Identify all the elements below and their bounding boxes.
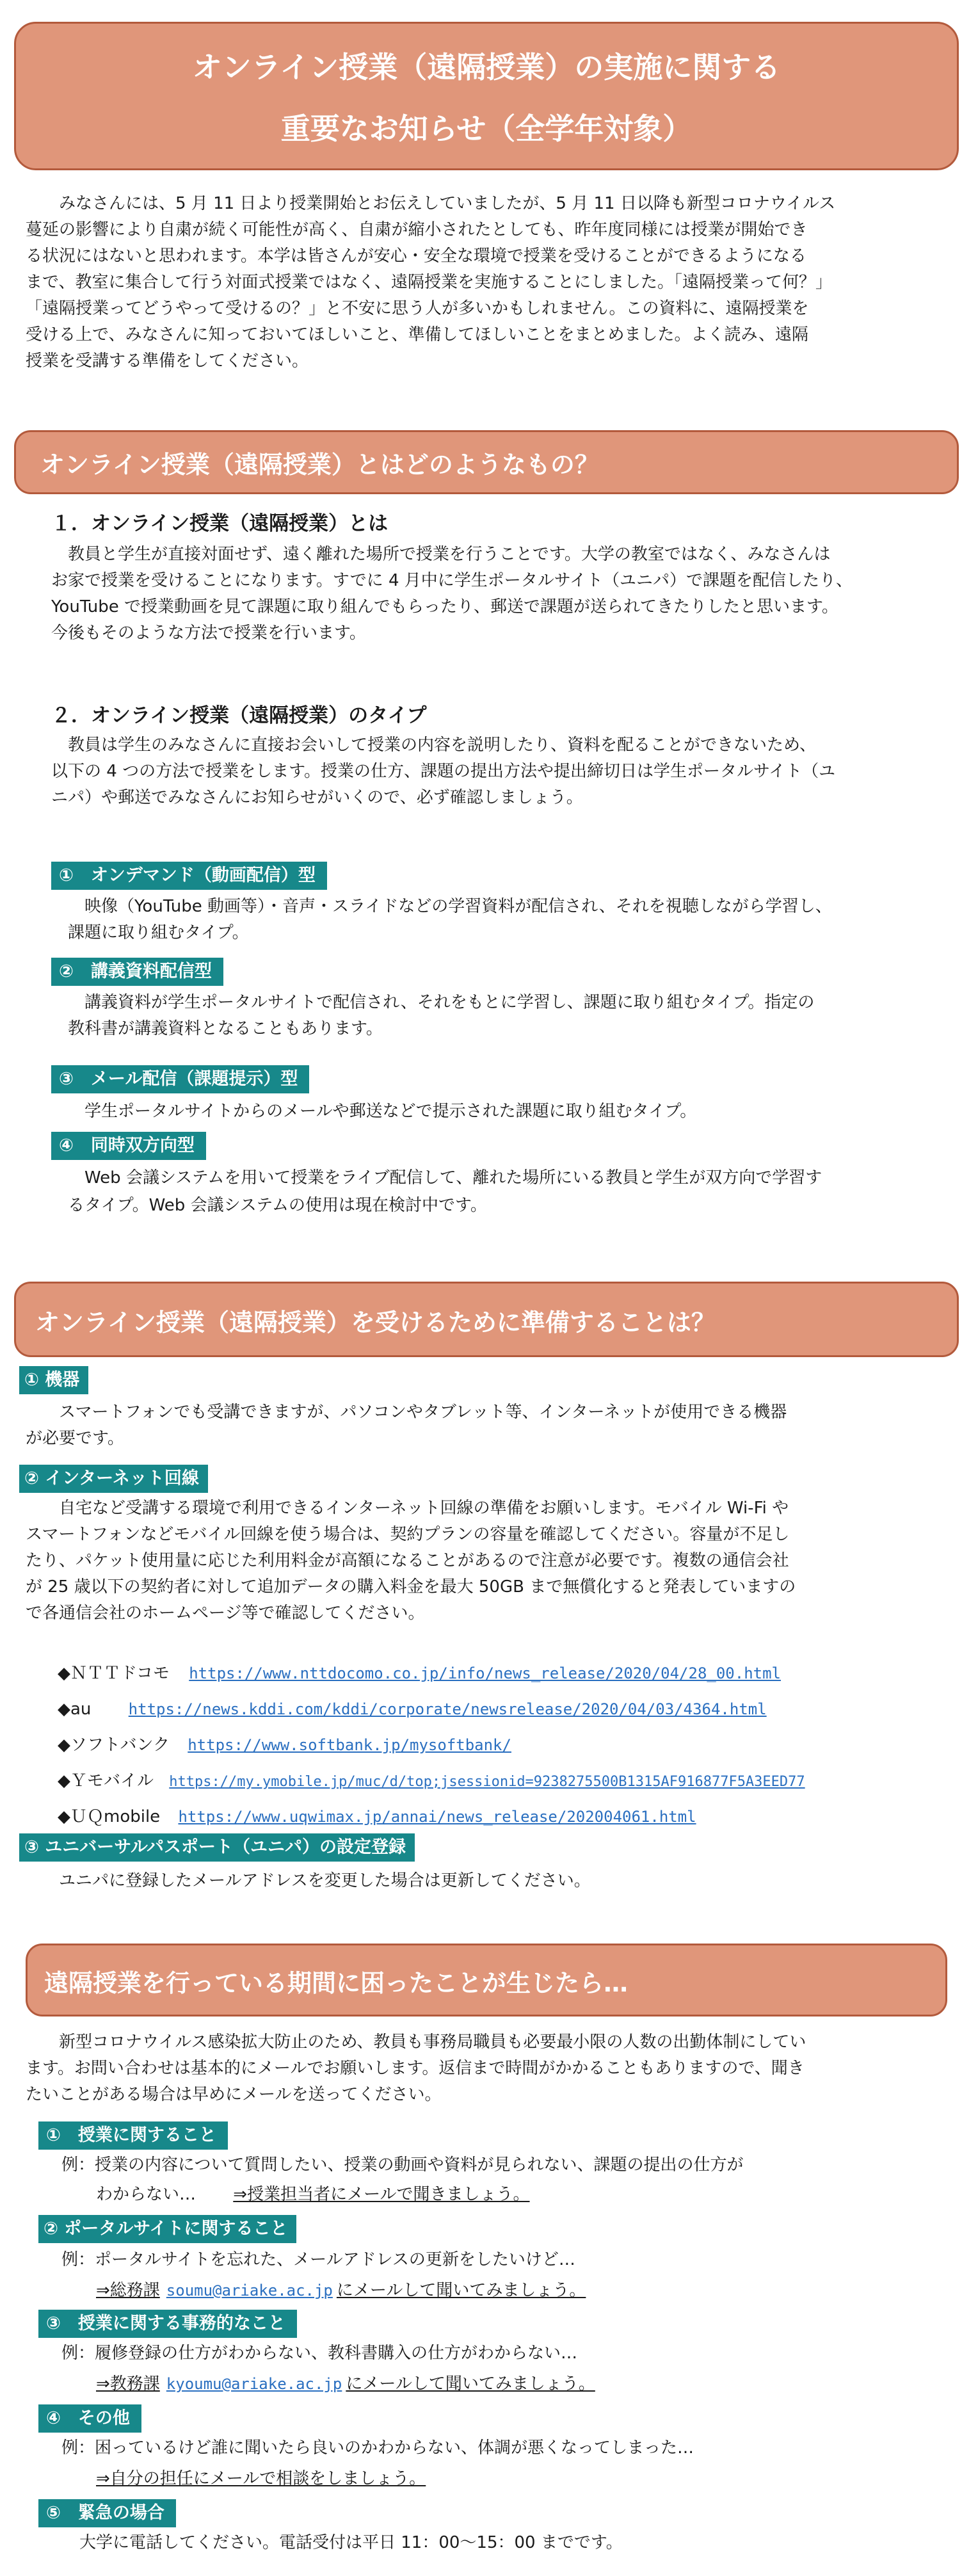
carrier-link-softbank[interactable]: https://www.softbank.jp/mysoftbank/	[188, 1736, 511, 1754]
type-label-live-interactive: ④ 同時双方向型	[51, 1132, 206, 1160]
carrier-name: ◆ＮＴＴドコモ	[58, 1664, 170, 1683]
trouble-intro	[26, 2029, 954, 2108]
contact-portal-example: 例：ポータルサイトを忘れた、メールアドレスの更新をしたいけど…	[61, 2250, 575, 2269]
intro-line: 授業を受講する準備をしてください。	[26, 351, 309, 371]
paragraph-line: 以下の 4 つの方法で授業をします。授業の仕方、課題の提出方法や提出締切日は学生ポータルサイト（ユ	[51, 762, 836, 781]
trouble-intro-line: 新型コロナウイルス感染拡大防止のため、教員も事務局職員も必要最小限の人数の出勤体制にしてい	[59, 2033, 806, 2052]
intro-line: 受ける上で、みなさんに知っておいてほしいこと、準備してほしいことをまとめました。よく読み、遠隔	[26, 325, 809, 344]
prep-unipa-text: ユニパに登録したメールアドレスを変更した場合は更新してください。	[59, 1871, 591, 1890]
contact-class-action: ⇒授業担当者にメールで聞きましょう。	[233, 2185, 530, 2204]
type-description	[68, 894, 958, 946]
carrier-row-ymobile	[58, 1768, 805, 1795]
prep-line: スマートフォンでも受講できますが、パソコンやタブレット等、インターネットが使用できる機器	[59, 1403, 787, 1422]
carrier-name: ◆Ｙモバイル	[58, 1771, 154, 1791]
prep-label-device: ① 機器	[19, 1366, 88, 1394]
carrier-row-docomo	[58, 1661, 781, 1687]
contact-admin-example: 例：履修登録の仕方がわからない、教科書購入の仕方がわからない…	[61, 2344, 578, 2363]
carrier-name: ◆ＵＱmobile	[58, 1807, 161, 1826]
contact-label-portal: ② ポータルサイトに関すること	[38, 2215, 296, 2243]
section-header-text: オンライン授業（遠隔授業）を受けるために準備することは？	[35, 1308, 716, 1337]
intro-line: る状況にはないと思われます。本学は皆さんが安心・安全な環境で授業を受けることができるようになる	[26, 246, 806, 266]
prep-line: 自宅など受講する環境で利用できるインターネット回線の準備をお願いします。モバイル Wi-Fi や	[59, 1499, 789, 1518]
contact-label-emergency: ⑤ 緊急の場合	[38, 2499, 176, 2527]
type-label-mail-delivery: ③ メール配信（課題提示）型	[51, 1065, 309, 1093]
section-header-preparation	[14, 1282, 959, 1357]
contact-admin-dept: ⇒教務課	[96, 2374, 160, 2394]
type-line: Web 会議システムを用いて授業をライブ配信して、離れた場所にいる教員と学生が双方向で学習す	[84, 1168, 822, 1187]
intro-line: みなさんには、5 月 11 日より授業開始とお伝えしていましたが、5 月 11 日以降も新型コロナウイルス	[59, 194, 836, 213]
prep-line: が 25 歳以下の契約者に対して追加データの購入料金を最大 50GB まで無償化すると発表していますの	[26, 1577, 796, 1597]
prep-line: で各通信会社のホームページ等で確認してください。	[26, 1604, 425, 1623]
type-line: 講義資料が学生ポータルサイトで配信され、それをもとに学習し、課題に取り組むタイプ。指定の	[84, 993, 815, 1012]
subheading-online-types: ２．オンライン授業（遠隔授業）のタイプ	[51, 704, 427, 727]
carrier-name: ◆ソフトバンク	[58, 1735, 170, 1755]
contact-emergency-text: 大学に電話してください。電話受付は平日 11：00〜15：00 までです。	[79, 2533, 623, 2552]
intro-paragraph	[26, 191, 954, 374]
carrier-row-softbank	[58, 1732, 511, 1759]
contact-label-admin: ③ 授業に関する事務的なこと	[38, 2310, 297, 2338]
contact-other-action: ⇒自分の担任にメールで相談をしましょう。	[96, 2469, 426, 2488]
type-description	[68, 990, 958, 1042]
contact-portal-action-row	[96, 2278, 586, 2304]
intro-line: 「遠隔授業ってどうやって受けるの？」と不安に思う人が多いかもしれません。この資料に、遠隔授業を	[26, 299, 809, 318]
prep-line: が必要です。	[26, 1429, 124, 1448]
definition-paragraph	[51, 542, 954, 647]
trouble-intro-line: ます。お問い合わせは基本的にメールでお願いします。返信まで時間がかかることもありますので、聞き	[26, 2059, 805, 2078]
prep-device-text	[26, 1399, 954, 1452]
contact-class-action-row	[96, 2182, 530, 2208]
intro-line: まで、教室に集合して行う対面式授業ではなく、遠隔授業を実施することにしました。「遠隔授業って何？」	[26, 273, 832, 292]
carrier-link-docomo[interactable]: https://www.nttdocomo.co.jp/info/news_release/2020/04/28_00.html	[189, 1664, 781, 1682]
title-line-1: オンライン授業（遠隔授業）の実施に関する	[192, 50, 781, 85]
section-header-text: オンライン授業（遠隔授業）とはどのようなもの？	[40, 451, 599, 479]
type-description	[68, 1099, 958, 1125]
section-header-text: 遠隔授業を行っている期間に困ったことが生じたら…	[44, 1969, 629, 1997]
contact-label-class: ① 授業に関すること	[38, 2121, 228, 2150]
type-line: るタイプ。Web 会議システムの使用は現在検討中です。	[68, 1196, 487, 1215]
carrier-link-au[interactable]: https://news.kddi.com/kddi/corporate/newsrelease/2020/04/03/4364.html	[128, 1700, 767, 1718]
carrier-name: ◆au	[58, 1700, 92, 1719]
trouble-intro-line: たいことがある場合は早めにメールを送ってください。	[26, 2085, 442, 2104]
subheading-online-definition: １．オンライン授業（遠隔授業）とは	[51, 512, 389, 535]
type-description	[68, 1165, 958, 1220]
type-label-on-demand: ① オンデマンド（動画配信）型	[51, 862, 327, 890]
type-line: 学生ポータルサイトからのメールや郵送などで提示された課題に取り組むタイプ。	[84, 1102, 697, 1121]
soumu-email-link[interactable]: soumu@ariake.ac.jp	[166, 2282, 333, 2299]
prep-label-unipa: ③ ユニバーサルパスポート（ユニパ）の設定登録	[19, 1833, 415, 1862]
type-line: 教科書が講義資料となることもあります。	[68, 1019, 383, 1038]
paragraph-line: 今後もそのような方法で授業を行います。	[51, 624, 366, 643]
contact-portal-action: にメールして聞いてみましょう。	[336, 2281, 586, 2300]
section-header-what-is-online	[14, 430, 959, 494]
section-header-trouble	[26, 1944, 947, 2017]
carrier-row-au	[58, 1696, 767, 1723]
prep-internet-text	[26, 1495, 954, 1627]
intro-line: 蔓延の影響により自粛が続く可能性が高く、自粛が縮小されたとしても、昨年度同様には授業が開始でき	[26, 220, 808, 239]
prep-line: スマートフォンなどモバイル回線を使う場合は、契約プランの容量を確認してください。容量が不足し	[26, 1525, 790, 1544]
prep-label-internet: ② インターネット回線	[19, 1465, 208, 1493]
contact-class-example-cont: わからない…	[96, 2185, 196, 2204]
prep-line: たり、パケット使用量に応じた利用料金が高額になることがあるので注意が必要です。複数の通信会社	[26, 1551, 789, 1570]
contact-portal-dept: ⇒総務課	[96, 2281, 160, 2300]
carrier-link-uqmobile[interactable]: https://www.uqwimax.jp/annai/news_release/202004061.html	[178, 1808, 696, 1826]
contact-admin-action-row	[96, 2371, 595, 2397]
type-label-lecture-material: ② 講義資料配信型	[51, 958, 223, 986]
carrier-link-ymobile[interactable]: https://my.ymobile.jp/muc/d/top;jsessionid=9238275500B1315AF916877F5A3EED77	[169, 1774, 805, 1790]
type-line: 課題に取り組むタイプ。	[68, 923, 249, 942]
types-paragraph	[51, 732, 954, 811]
carrier-row-uqmobile	[58, 1804, 696, 1830]
paragraph-line: 教員は学生のみなさんに直接お会いして授業の内容を説明したり、資料を配ることができないため、	[68, 736, 816, 755]
contact-class-example: 例：授業の内容について質問したい、授業の動画や資料が見られない、課題の提出の仕方が	[61, 2155, 744, 2175]
kyoumu-email-link[interactable]: kyoumu@ariake.ac.jp	[166, 2375, 342, 2393]
title-line-2: 重要なお知らせ（全学年対象）	[280, 111, 693, 146]
paragraph-line: 教員と学生が直接対面せず、遠く離れた場所で授業を行うことです。大学の教室ではなく、みなさんは	[68, 545, 831, 564]
type-line: 映像（YouTube 動画等）・音声・スライドなどの学習資料が配信され、それを視聴しながら学習し、	[84, 897, 832, 916]
title-banner	[14, 22, 959, 170]
paragraph-line: ニパ）や郵送でみなさんにお知らせがいくので、必ず確認しましょう。	[51, 788, 583, 807]
paragraph-line: お家で授業を受けることになります。すでに 4 月中に学生ポータルサイト（ユニパ）で課題を配信したり、	[51, 571, 853, 590]
contact-admin-action: にメールして聞いてみましょう。	[346, 2374, 595, 2394]
paragraph-line: YouTube で授業動画を見て課題に取り組んでもらったり、郵送で課題が送られてきたりしたと思います。	[51, 597, 838, 616]
contact-label-other: ④ その他	[38, 2404, 141, 2433]
contact-other-example: 例：困っているけど誰に聞いたら良いのかわからない、体調が悪くなってしまった…	[61, 2438, 694, 2458]
